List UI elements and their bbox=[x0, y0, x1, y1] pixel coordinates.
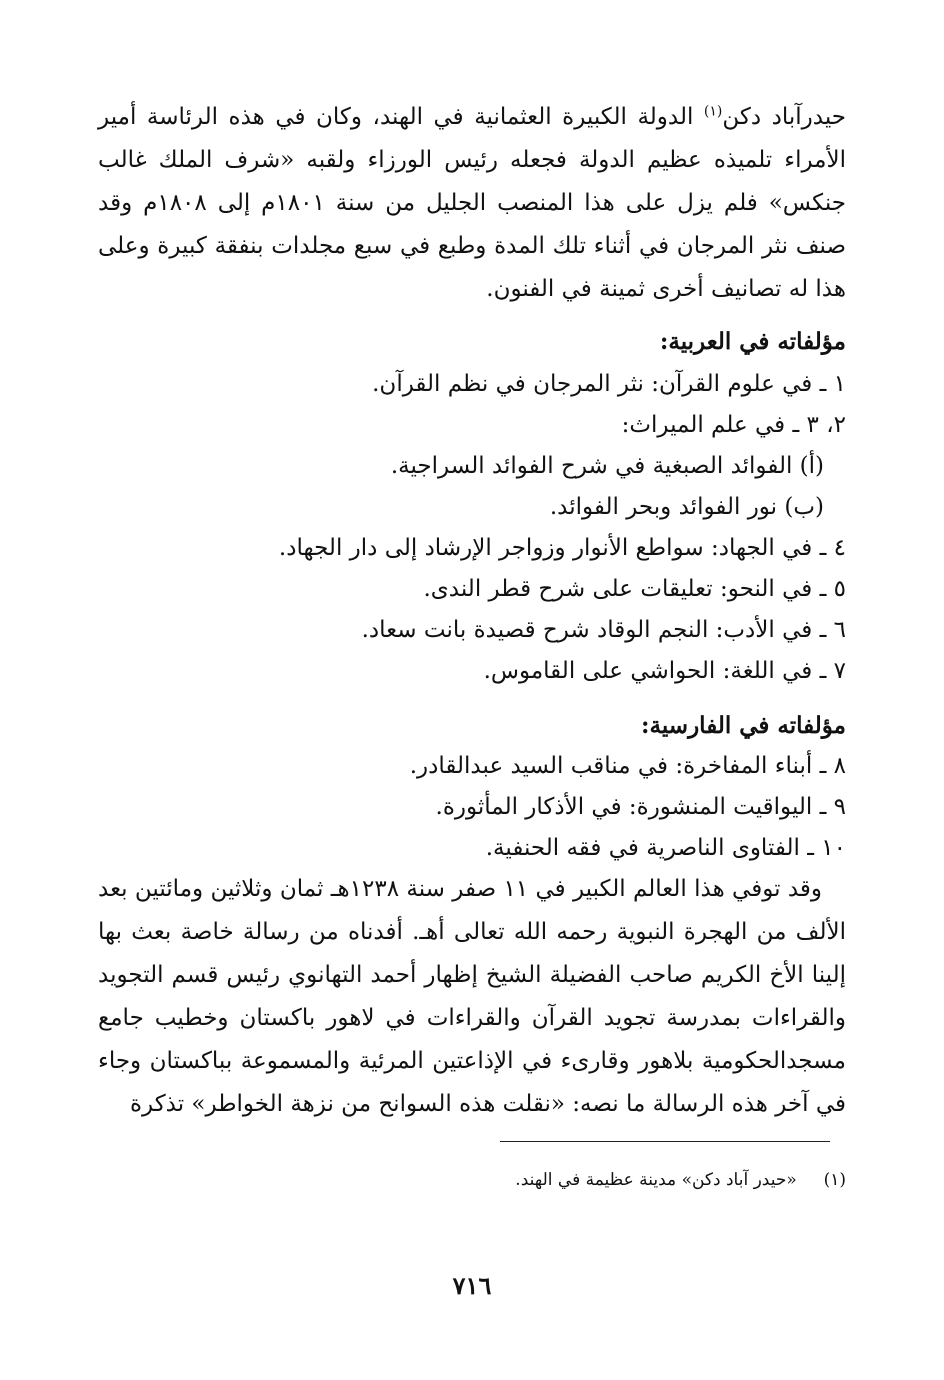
list-item: ٢، ٣ ـ في علم الميراث: bbox=[621, 412, 846, 438]
list-item: (أ) الفوائد الصبغية في شرح الفوائد السراجية. bbox=[390, 453, 824, 479]
list-item: ٤ ـ في الجهاد: سواطع الأنوار وزواجر الإرشاد إلى دار الجهاد. bbox=[278, 535, 846, 561]
persian-works-heading: مؤلفاته في الفارسية: bbox=[641, 712, 846, 739]
list-item: ٦ ـ في الأدب: النجم الوقاد شرح قصيدة بانت سعاد. bbox=[361, 617, 846, 643]
intro-paragraph bbox=[98, 96, 846, 311]
closing-paragraph-text: وقد توفي هذا العالم الكبير في ١١ صفر سنة ١٢٣٨هـ ثمان وثلاثين ومائتين بعد الألف من الهجرة النبوية رحمه الله تعالى أهـ. أفدناه من رسالة خاصة بعث بها إلينا الأخ الكريم صاحب الفضيلة الشيخ إظهار أحمد التهانوي رئيس قسم التجويد والقراءات بمدرسة تجويد القرآن والقراءات في لاهور باكستان وخطيب جامع مسجدالحكومية بلاهور وقارىء في الإذاعتين المرئية والمسموعة بباكستان وجاء في آخر هذه الرسالة ما نصه: «نقلت هذه السوانح من نزهة الخواطر» تذكرة bbox=[98, 876, 846, 1117]
list-item: ٧ ـ في اللغة: الحواشي على القاموس. bbox=[483, 658, 846, 684]
list-item: (ب) نور الفوائد وبحر الفوائد. bbox=[549, 494, 824, 520]
footnote-marker: (١) bbox=[823, 1170, 846, 1190]
list-item: ٨ ـ أبناء المفاخرة: في مناقب السيد عبدالقادر. bbox=[409, 753, 846, 779]
footnote-text: «حيدر آباد دكن» مدينة عظيمة في الهند. bbox=[515, 1170, 797, 1190]
footnote-divider bbox=[500, 1141, 830, 1142]
arabic-works-heading: مؤلفاته في العربية: bbox=[659, 328, 846, 355]
footnote bbox=[98, 1166, 846, 1194]
list-item: ٥ ـ في النحو: تعليقات على شرح قطر الندى. bbox=[423, 576, 846, 602]
intro-text-rest: الدولة الكبيرة العثمانية في الهند، وكان في هذه الرئاسة أمير الأمراء تلميذه عظيم الدولة فجعله رئيس الورزاء ولقبه «شرف الملك غالب جنكس» فلم يزل على هذا المنصب الجليل من سنة ١٨٠١م إلى ١٨٠٨م وقد صنف نثر المرجان في أثناء تلك المدة وطبع في سبع مجلدات بنفقة كبيرة وعلى هذا له تصانيف أخرى ثمينة في الفنون. bbox=[98, 104, 846, 302]
list-item: ٩ ـ اليواقيت المنشورة: في الأذكار المأثورة. bbox=[435, 794, 846, 820]
page-number: ٧١٦ bbox=[452, 1271, 492, 1300]
persian-works-list bbox=[98, 746, 846, 869]
arabic-works-list bbox=[98, 364, 846, 692]
closing-paragraph bbox=[98, 868, 846, 1126]
footnote-reference[interactable]: (١) bbox=[703, 103, 723, 120]
list-item: ١ ـ في علوم القرآن: نثر المرجان في نظم القرآن. bbox=[372, 371, 846, 397]
intro-text-start: حيدرآباد دكن bbox=[722, 104, 846, 130]
list-item: ١٠ ـ الفتاوى الناصرية في فقه الحنفية. bbox=[485, 835, 846, 861]
